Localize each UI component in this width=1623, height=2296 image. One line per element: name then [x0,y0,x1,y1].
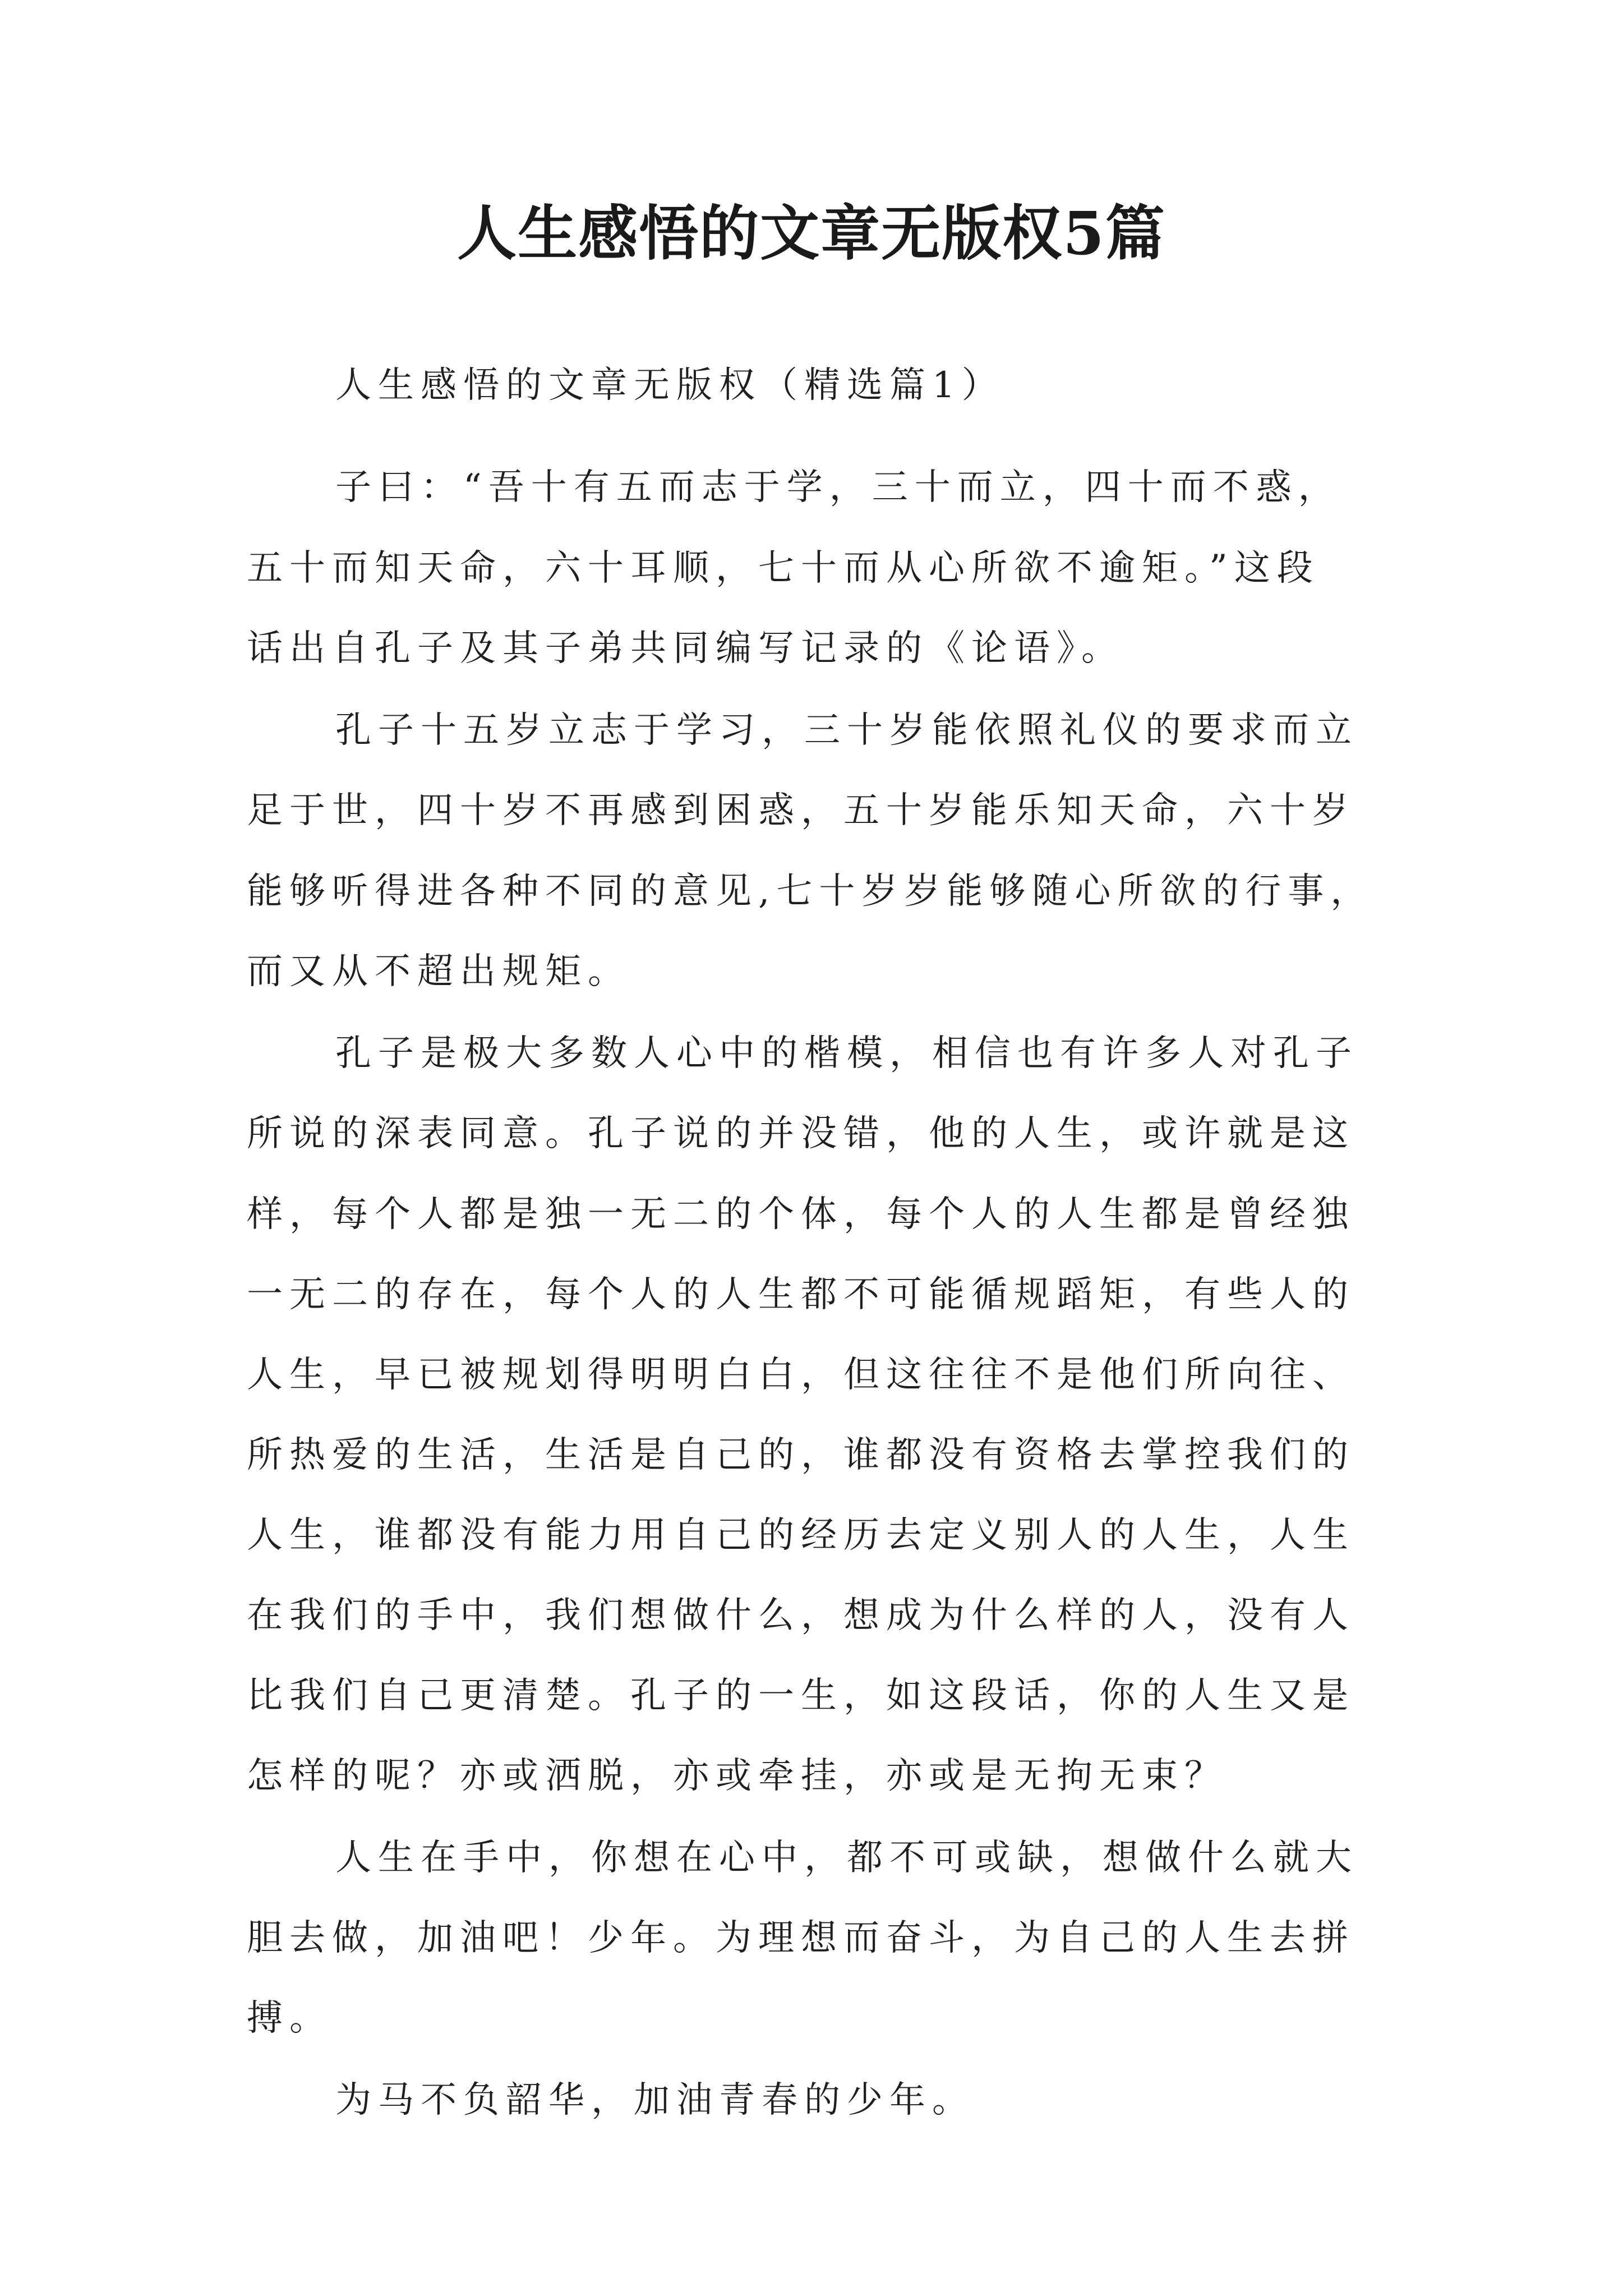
paragraph-line: 足于世，四十岁不再感到困惑，五十岁能乐知天命，六十岁 [247,790,1355,831]
paragraph-line: 为马不负韶华，加油青春的少年。 [335,2079,975,2121]
paragraph-line: 五十而知天命，六十耳顺，七十而从心所欲不逾矩。”这段 [247,547,1320,589]
document-title: 人生感悟的文章无版权5篇 [457,198,1166,268]
paragraph-line: 所热爱的生活，生活是自己的，谁都没有资格去掌控我们的 [247,1434,1355,1476]
paragraph-line: 孔子十五岁立志于学习，三十岁能依照礼仪的要求而立 [335,710,1358,751]
paragraph-line: 所说的深表同意。孔子说的并没错，他的人生，或许就是这 [247,1113,1355,1154]
paragraph-line: 比我们自己更清楚。孔子的一生，如这段话，你的人生又是 [247,1675,1355,1717]
paragraph-line: 人生在手中，你想在心中，都不可或缺，想做什么就大 [335,1837,1358,1879]
paragraph-line: 怎样的呢？亦或洒脱，亦或牵挂，亦或是无拘无束？ [247,1755,1227,1797]
paragraph-line: 人生，早已被规划得明明白白，但这往往不是他们所向往、 [247,1354,1355,1396]
paragraph-line: 孔子是极大多数人心中的楷模，相信也有许多人对孔子 [335,1033,1358,1074]
paragraph-line: 一无二的存在，每个人的人生都不可能循规蹈矩，有些人的 [247,1274,1355,1315]
paragraph-line: 胆去做，加油吧！少年。为理想而奋斗，为自己的人生去拼 [247,1917,1355,1959]
section-heading: 人生感悟的文章无版权（精选篇1） [335,365,1004,406]
paragraph-line: 能够听得进各种不同的意见,七十岁岁能够随心所欲的行事， [247,871,1373,912]
paragraph-line: 话出自孔子及其子弟共同编写记录的《论语》。 [247,628,1124,669]
paragraph-line: 而又从不超出规矩。 [247,951,630,992]
paragraph-line: 在我们的手中，我们想做什么，想成为什么样的人，没有人 [247,1595,1355,1636]
paragraph-line: 人生，谁都没有能力用自己的经历去定义别人的人生，人生 [247,1515,1355,1556]
paragraph-line: 子曰：“吾十有五而志于学，三十而立，四十而不惑， [335,467,1341,508]
paragraph-line: 搏。 [247,1998,332,2039]
paragraph-line: 样，每个人都是独一无二的个体，每个人的人生都是曾经独 [247,1194,1355,1235]
